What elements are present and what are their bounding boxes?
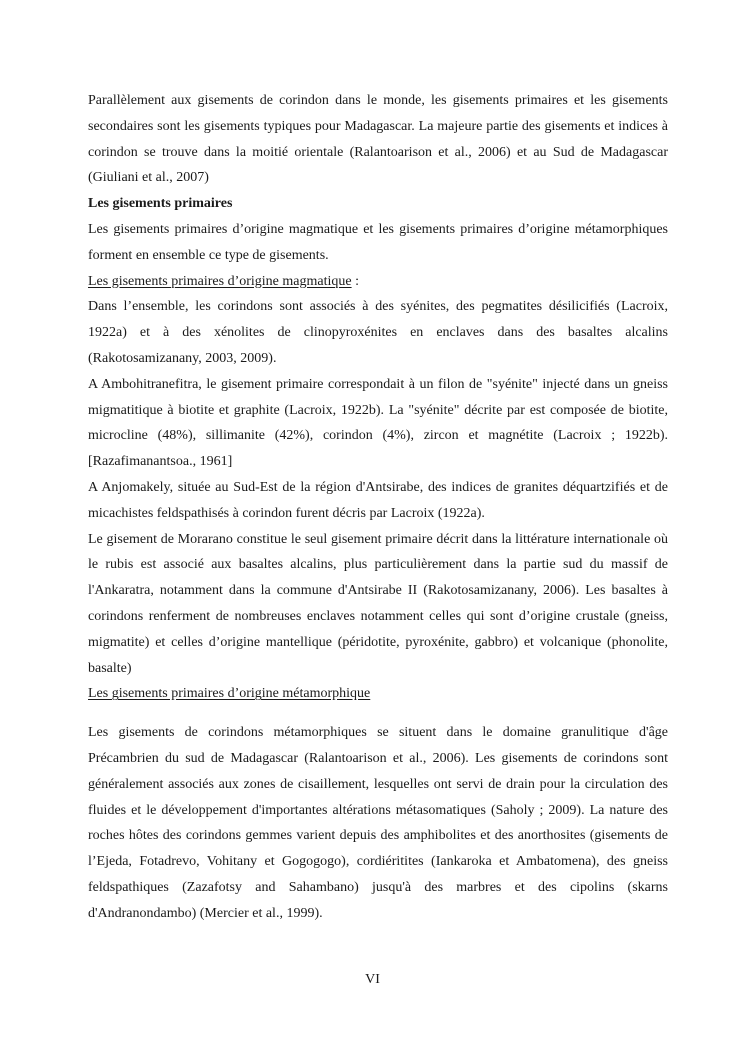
section-heading-primary: Les gisements primaires <box>88 196 233 212</box>
subheading-metamorphic-title: Les gisements primaires d’origine métamorphique <box>88 686 371 702</box>
magmatic-paragraph-1: Dans l’ensemble, les corindons sont associés à des syénites, des pegmatites désilicifiés (Lacroix, 1922a) et à des xénolites de clinopyroxénites en enclaves dans des basaltes alcalins (Rakotosamizanany, 2003, 2009). <box>88 299 668 366</box>
metamorphic-paragraph: Les gisements de corindons métamorphiques se situent dans le domaine granulitique d'âge Précambrien du sud de Madagascar (Ralantoarison et al., 2006). Les gisements de corindons sont généralement associés aux zones de cisaillement, lesquelles ont servi de drain pour la circulation des fluides et le développement d'importantes altérations métasomatiques (Saholy ; 2009). La nature des roches hôtes des corindons gemmes varient depuis des amphibolites et des anorthosites (gisements de l’Ejeda, Fotadrevo, Vohitany et Gogogogo), cordiéritites (Iankaroka et Ambatomena), des gneiss feldspathiques (Zazafotsy and Sahambano) jusqu'à des marbres et des cipolins (skarns d'Andranondambo) (Mercier et al., 1999). <box>88 725 668 921</box>
magmatic-paragraph-3: A Anjomakely, située au Sud-Est de la région d'Antsirabe, des indices de granites déquartzifiés et de micachistes feldspathisés à corindon furent décris par Lacroix (1922a). <box>88 479 668 521</box>
primary-intro-paragraph: Les gisements primaires d’origine magmatique et les gisements primaires d’origine métamorphiques forment en ensemble ce type de gisements. <box>88 221 668 263</box>
intro-paragraph: Parallèlement aux gisements de corindon dans le monde, les gisements primaires et les gisements secondaires sont les gisements typiques pour Madagascar. La majeure partie des gisements et indices à corindon se trouve dans la moitié orientale (Ralantoarison et al., 2006) et au Sud de Madagascar (Giuliani et al., 2007) <box>88 93 668 186</box>
document-page <box>88 88 668 927</box>
subheading-magmatic <box>88 269 668 295</box>
magmatic-paragraph-4: Le gisement de Morarano constitue le seul gisement primaire décrit dans la littérature internationale où le rubis est associé aux basaltes alcalins, plus particulièrement dans la partie sud du massif de l'Ankaratra, notamment dans la commune d'Antsirabe II (Rakotosamizanany, 2006). Les basaltes à corindons renferment de nombreuses enclaves notamment celles qui sont d’origine crustale (gneiss, migmatite) et celles d’origine mantellique (péridotite, pyroxénite, gabbro) et volcanique (phonolite, basalte) <box>88 531 668 676</box>
page-number: VI <box>365 972 380 987</box>
subheading-magmatic-title: Les gisements primaires d’origine magmatique <box>88 273 352 289</box>
subheading-metamorphic <box>88 681 668 707</box>
magmatic-paragraph-2: A Ambohitranefitra, le gisement primaire correspondait à un filon de "syénite" injecté dans un gneiss migmatitique à biotite et graphite (Lacroix, 1922b). La "syénite" décrite par est composée de biotite, microcline (48%), sillimanite (42%), corindon (4%), zircon et magnétite (Lacroix ; 1922b). [Razafimanantsoa., 1961] <box>88 376 668 470</box>
subheading-magmatic-suffix: : <box>351 273 359 289</box>
